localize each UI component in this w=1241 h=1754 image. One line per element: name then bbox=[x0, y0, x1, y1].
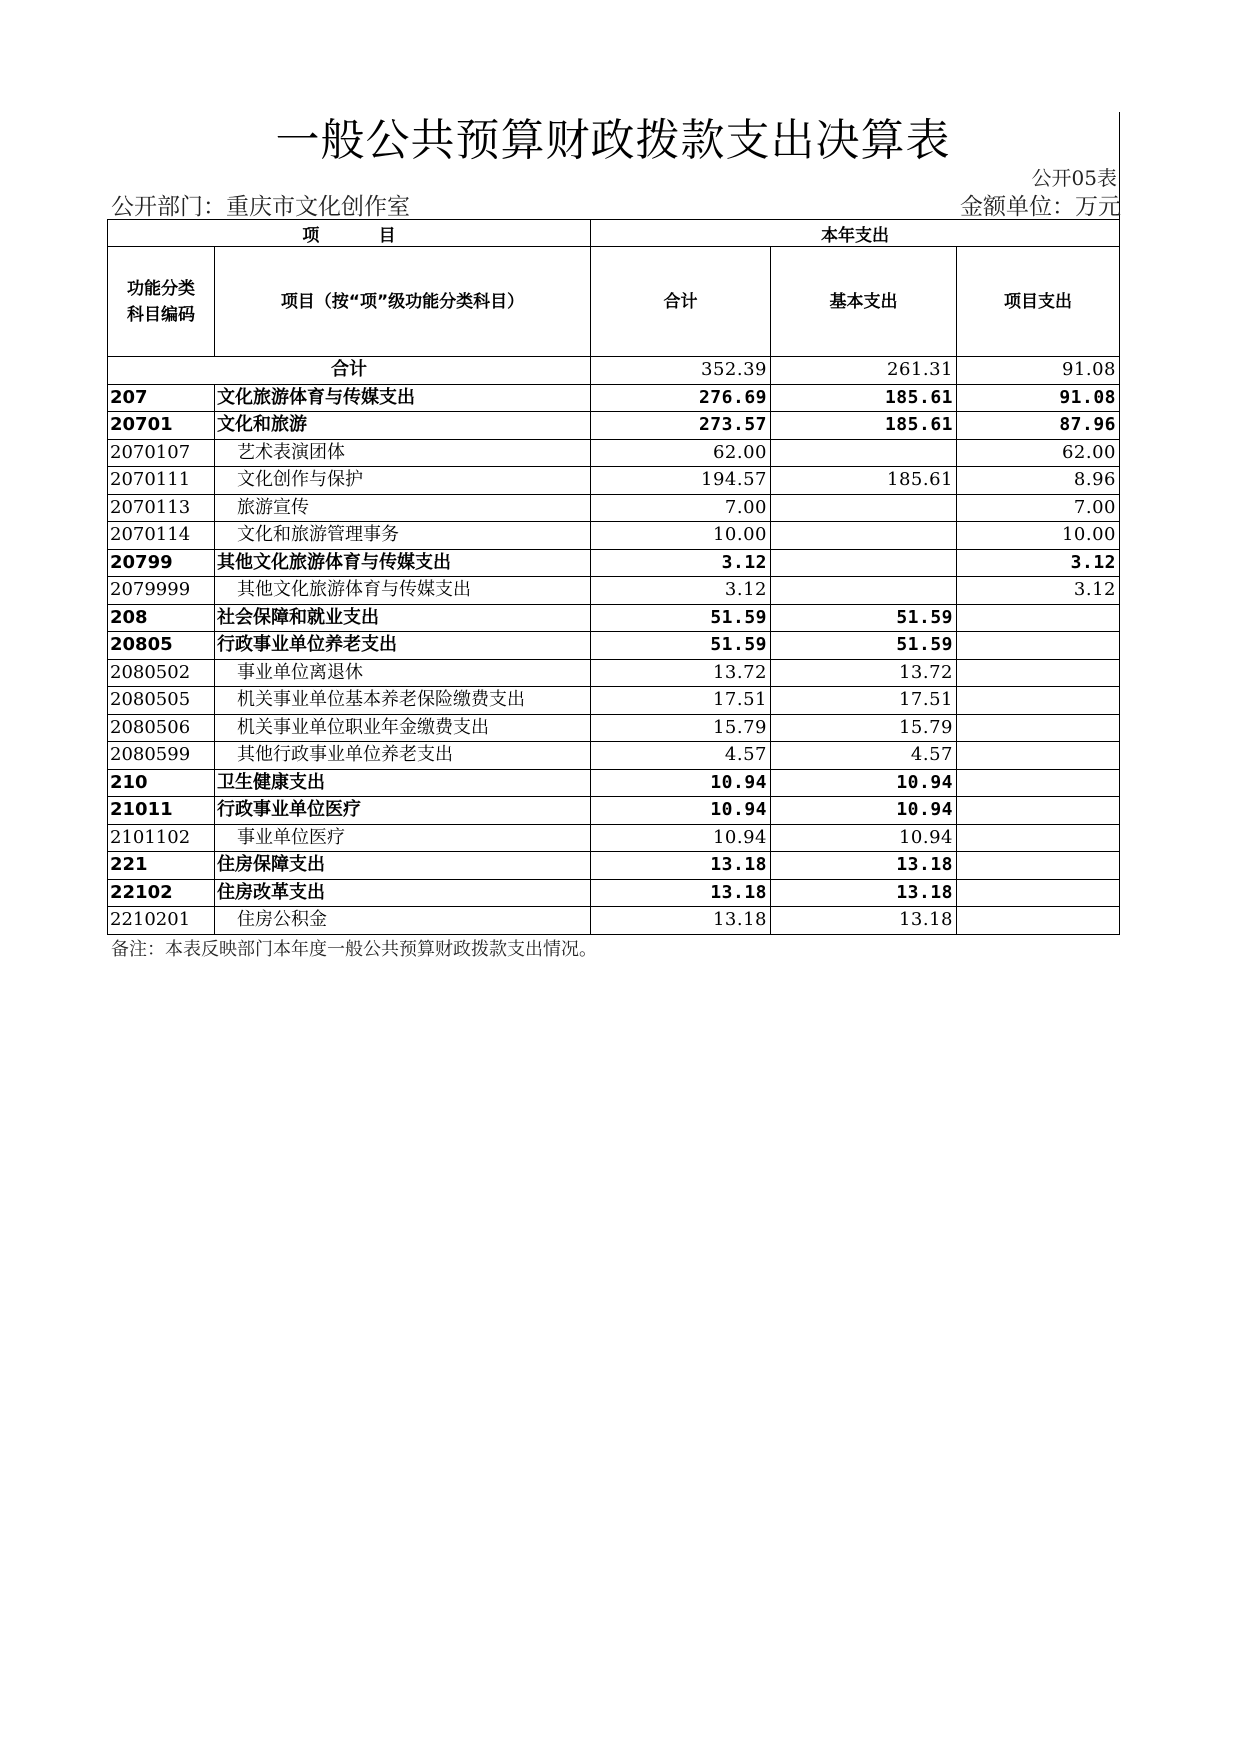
row-project bbox=[957, 632, 1120, 660]
table-row bbox=[108, 549, 1120, 577]
row-project bbox=[957, 714, 1120, 742]
row-name: 事业单位医疗 bbox=[215, 824, 591, 852]
row-name: 旅游宣传 bbox=[215, 494, 591, 522]
table-row bbox=[108, 604, 1120, 632]
row-total: 4.57 bbox=[591, 742, 771, 770]
row-total: 13.18 bbox=[591, 907, 771, 935]
table-row bbox=[108, 384, 1120, 412]
table-row bbox=[108, 852, 1120, 880]
row-project bbox=[957, 742, 1120, 770]
row-name: 社会保障和就业支出 bbox=[215, 604, 591, 632]
row-project: 91.08 bbox=[957, 384, 1120, 412]
row-name: 文化和旅游管理事务 bbox=[215, 522, 591, 550]
table-number: 公开05表 bbox=[1031, 166, 1117, 190]
row-total: 10.94 bbox=[591, 824, 771, 852]
table-row bbox=[108, 467, 1120, 495]
header-year-expense: 本年支出 bbox=[591, 220, 1120, 247]
row-name: 住房公积金 bbox=[215, 907, 591, 935]
row-basic: 51.59 bbox=[771, 632, 957, 660]
table-row bbox=[108, 632, 1120, 660]
row-total: 15.79 bbox=[591, 714, 771, 742]
row-code: 2210201 bbox=[108, 907, 215, 935]
table-row bbox=[108, 714, 1120, 742]
total-label: 合计 bbox=[108, 357, 591, 385]
total-row bbox=[108, 357, 1120, 385]
row-name: 住房改革支出 bbox=[215, 879, 591, 907]
total-amount: 352.39 bbox=[591, 357, 771, 385]
table-row bbox=[108, 439, 1120, 467]
row-basic bbox=[771, 577, 957, 605]
row-basic: 185.61 bbox=[771, 412, 957, 440]
row-basic bbox=[771, 439, 957, 467]
row-code: 210 bbox=[108, 769, 215, 797]
row-code: 2101102 bbox=[108, 824, 215, 852]
row-basic bbox=[771, 522, 957, 550]
row-project bbox=[957, 687, 1120, 715]
table-row bbox=[108, 412, 1120, 440]
row-project bbox=[957, 659, 1120, 687]
department-label: 公开部门：重庆市文化创作室 bbox=[111, 194, 410, 220]
row-total: 13.72 bbox=[591, 659, 771, 687]
row-name: 住房保障支出 bbox=[215, 852, 591, 880]
row-name: 行政事业单位医疗 bbox=[215, 797, 591, 825]
row-basic: 185.61 bbox=[771, 384, 957, 412]
table-row bbox=[108, 494, 1120, 522]
table-row bbox=[108, 522, 1120, 550]
row-total: 13.18 bbox=[591, 879, 771, 907]
row-project bbox=[957, 604, 1120, 632]
page-title: 一般公共预算财政拨款支出决算表 bbox=[275, 115, 951, 166]
row-project: 7.00 bbox=[957, 494, 1120, 522]
table-row bbox=[108, 742, 1120, 770]
row-name: 机关事业单位职业年金缴费支出 bbox=[215, 714, 591, 742]
row-total: 7.00 bbox=[591, 494, 771, 522]
table-row bbox=[108, 659, 1120, 687]
row-basic: 15.79 bbox=[771, 714, 957, 742]
row-project: 10.00 bbox=[957, 522, 1120, 550]
row-total: 13.18 bbox=[591, 852, 771, 880]
footnote: 备注：本表反映部门本年度一般公共预算财政拨款支出情况。 bbox=[111, 939, 597, 960]
row-total: 62.00 bbox=[591, 439, 771, 467]
row-code: 20701 bbox=[108, 412, 215, 440]
table-row bbox=[108, 577, 1120, 605]
row-total: 276.69 bbox=[591, 384, 771, 412]
header-name: 项目（按“项”级功能分类科目） bbox=[215, 247, 591, 357]
header-row-columns bbox=[108, 247, 1120, 357]
row-basic: 17.51 bbox=[771, 687, 957, 715]
row-basic: 4.57 bbox=[771, 742, 957, 770]
row-name: 机关事业单位基本养老保险缴费支出 bbox=[215, 687, 591, 715]
row-code: 2070111 bbox=[108, 467, 215, 495]
row-basic: 13.18 bbox=[771, 879, 957, 907]
row-code: 2080599 bbox=[108, 742, 215, 770]
row-basic: 10.94 bbox=[771, 797, 957, 825]
row-basic bbox=[771, 494, 957, 522]
row-project: 3.12 bbox=[957, 549, 1120, 577]
row-basic: 185.61 bbox=[771, 467, 957, 495]
row-total: 10.94 bbox=[591, 797, 771, 825]
row-code: 2080505 bbox=[108, 687, 215, 715]
row-name: 其他文化旅游体育与传媒支出 bbox=[215, 549, 591, 577]
table-row bbox=[108, 907, 1120, 935]
total-project: 91.08 bbox=[957, 357, 1120, 385]
row-code: 2070107 bbox=[108, 439, 215, 467]
row-project: 87.96 bbox=[957, 412, 1120, 440]
table-row bbox=[108, 769, 1120, 797]
table-row bbox=[108, 687, 1120, 715]
row-project bbox=[957, 852, 1120, 880]
header-row-group bbox=[108, 220, 1120, 247]
row-code: 20799 bbox=[108, 549, 215, 577]
row-code: 20805 bbox=[108, 632, 215, 660]
row-project: 3.12 bbox=[957, 577, 1120, 605]
header-item-group: 项 目 bbox=[108, 220, 591, 247]
row-name: 其他行政事业单位养老支出 bbox=[215, 742, 591, 770]
row-total: 3.12 bbox=[591, 577, 771, 605]
header-code: 功能分类 科目编码 bbox=[108, 247, 215, 357]
table-row bbox=[108, 879, 1120, 907]
row-total: 273.57 bbox=[591, 412, 771, 440]
row-name: 行政事业单位养老支出 bbox=[215, 632, 591, 660]
row-total: 51.59 bbox=[591, 604, 771, 632]
row-code: 221 bbox=[108, 852, 215, 880]
row-total: 51.59 bbox=[591, 632, 771, 660]
table-row bbox=[108, 824, 1120, 852]
header-project: 项目支出 bbox=[957, 247, 1120, 357]
row-name: 其他文化旅游体育与传媒支出 bbox=[215, 577, 591, 605]
row-project bbox=[957, 797, 1120, 825]
row-total: 194.57 bbox=[591, 467, 771, 495]
row-code: 208 bbox=[108, 604, 215, 632]
row-code: 2070113 bbox=[108, 494, 215, 522]
row-name: 文化创作与保护 bbox=[215, 467, 591, 495]
row-project bbox=[957, 769, 1120, 797]
row-code: 2070114 bbox=[108, 522, 215, 550]
row-total: 3.12 bbox=[591, 549, 771, 577]
row-code: 207 bbox=[108, 384, 215, 412]
row-code: 2080502 bbox=[108, 659, 215, 687]
row-basic: 51.59 bbox=[771, 604, 957, 632]
row-code: 2079999 bbox=[108, 577, 215, 605]
amount-unit-label: 金额单位：万元 bbox=[960, 194, 1121, 220]
row-name: 艺术表演团体 bbox=[215, 439, 591, 467]
row-code: 2080506 bbox=[108, 714, 215, 742]
row-project bbox=[957, 824, 1120, 852]
row-project: 62.00 bbox=[957, 439, 1120, 467]
row-basic: 13.18 bbox=[771, 852, 957, 880]
row-basic: 10.94 bbox=[771, 769, 957, 797]
header-total: 合计 bbox=[591, 247, 771, 357]
budget-table bbox=[107, 219, 1120, 935]
row-total: 10.94 bbox=[591, 769, 771, 797]
row-project bbox=[957, 879, 1120, 907]
row-basic: 13.18 bbox=[771, 907, 957, 935]
row-basic bbox=[771, 549, 957, 577]
row-name: 文化和旅游 bbox=[215, 412, 591, 440]
row-total: 17.51 bbox=[591, 687, 771, 715]
row-name: 卫生健康支出 bbox=[215, 769, 591, 797]
row-total: 10.00 bbox=[591, 522, 771, 550]
row-code: 22102 bbox=[108, 879, 215, 907]
table-row bbox=[108, 797, 1120, 825]
header-basic: 基本支出 bbox=[771, 247, 957, 357]
row-project bbox=[957, 907, 1120, 935]
row-name: 事业单位离退休 bbox=[215, 659, 591, 687]
row-code: 21011 bbox=[108, 797, 215, 825]
row-project: 8.96 bbox=[957, 467, 1120, 495]
row-basic: 13.72 bbox=[771, 659, 957, 687]
row-name: 文化旅游体育与传媒支出 bbox=[215, 384, 591, 412]
row-basic: 10.94 bbox=[771, 824, 957, 852]
total-basic: 261.31 bbox=[771, 357, 957, 385]
